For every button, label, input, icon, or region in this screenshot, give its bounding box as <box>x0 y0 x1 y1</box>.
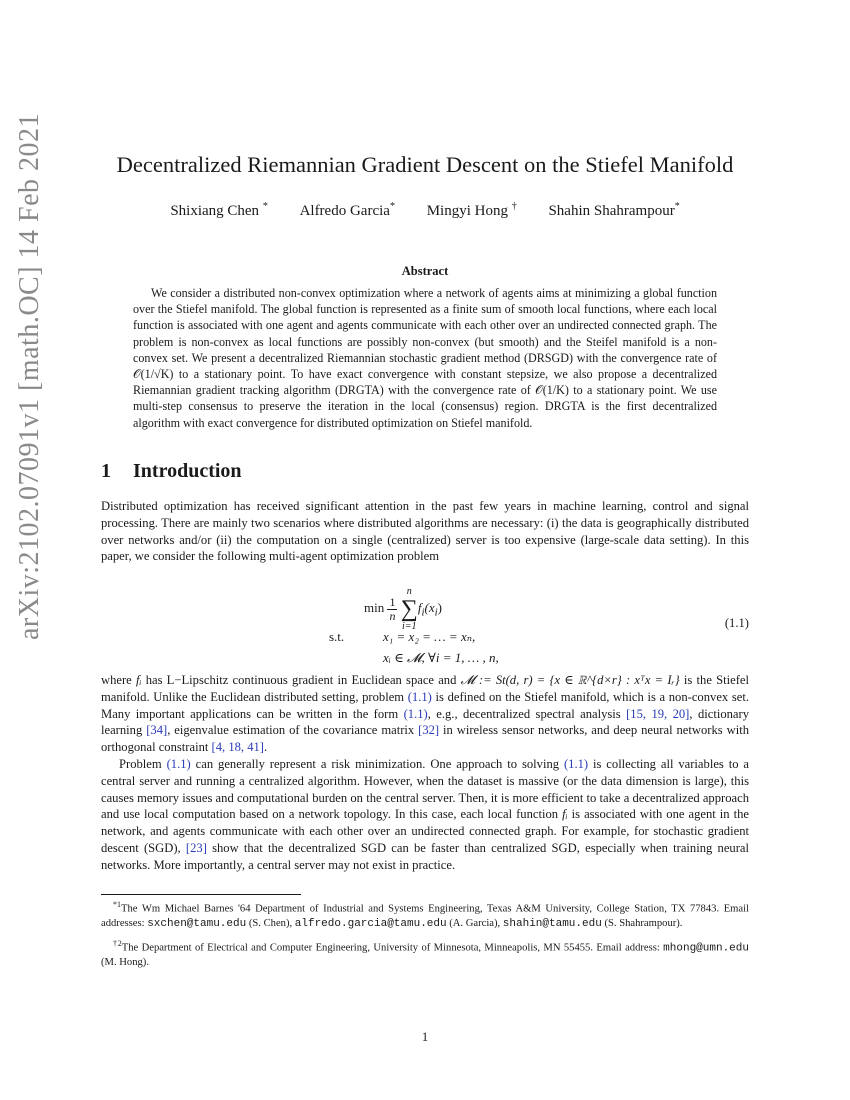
abstract-rate-drsgd: 𝒪(1/√K) <box>133 367 174 382</box>
citation-link[interactable]: [32] <box>418 723 440 738</box>
author-affiliation-mark: * <box>674 201 680 212</box>
email-link[interactable]: sxchen@tamu.edu <box>147 917 247 930</box>
math-stiefel-definition: 𝓜 := St(d, r) = {x ∈ ℝ^{d×r} : xᵀx = Iᵣ} <box>460 673 680 687</box>
intro-paragraph-2 <box>101 672 749 756</box>
author-affiliation-mark: * <box>389 201 395 212</box>
text: has L−Lipschitz continuous gradient in Euclidean space and <box>141 673 461 687</box>
email-link[interactable]: alfredo.garcia@tamu.edu <box>294 917 447 930</box>
abstract-heading: Abstract <box>401 264 449 278</box>
footnote-divider <box>101 894 301 895</box>
author-name: Alfredo Garcia <box>299 203 390 219</box>
subject-to: s.t. <box>329 629 345 644</box>
fraction <box>387 596 397 623</box>
objective-subscript: i <box>421 606 425 619</box>
fraction-numerator: 1 <box>389 594 396 609</box>
consensus-constraint: x₁ = x₂ = … = xₙ, <box>383 629 476 644</box>
manifold-constraint: xᵢ ∈ 𝓜, ∀i = 1, … , n, <box>383 650 499 665</box>
text: . <box>264 740 268 755</box>
equation-constraint-2 <box>383 650 499 666</box>
text: Problem <box>119 757 167 771</box>
page-number: 1 <box>421 1030 429 1044</box>
author-name: Shixiang Chen <box>170 203 260 219</box>
text: is associated with one agent in the network, and agents communicate with each other over an undirected connected graph. For example, for stochastic gradient descent (SGD), <box>101 807 749 855</box>
intro-paragraph-3 <box>101 756 749 874</box>
objective-argument: (x <box>424 599 435 615</box>
footnote-text: (M. Hong). <box>101 956 149 968</box>
email-link[interactable]: mhong@umn.edu <box>663 942 749 955</box>
text: , e.g., decentralized spectral analysis <box>427 706 627 721</box>
author-affiliation-mark: † <box>511 201 517 212</box>
abstract-text: to a stationary point. We use multi-step consensus to preserve the iteration in the local (consensus) region. DRGTA is the first decentralized algorithm with exact convergence for distributed optimization on Stiefel manifold. <box>133 383 717 430</box>
fraction-denominator: n <box>389 608 396 623</box>
sum-upper: n <box>406 586 412 597</box>
equation-reference-link[interactable]: (1.1) <box>407 689 432 704</box>
footnote-mark: *1 <box>113 900 121 909</box>
arxiv-identifier-stamp: arXiv:2102.07091v1 [math.OC] 14 Feb 2021 <box>14 112 45 640</box>
author-name: Shahin Shahrampour <box>548 203 675 219</box>
math-f-i: fᵢ <box>562 807 568 822</box>
footnote-2 <box>101 937 749 970</box>
text: show that the decentralized SGD can be faster than centralized SGD, especially when training neural networks. More importantly, a central server may not exist in practice. <box>101 840 749 872</box>
text: is collecting all variables to a central server and running a centralized algorithm. However, when the dataset is massive (or the data dimension is large), this causes memory issues and computational burden on the central server. Then, it is more efficient to take a decentralized approach and use local computation based on a network topology. In this case, each local function <box>101 757 749 822</box>
equation-reference-link[interactable]: (1.1) <box>563 757 589 771</box>
text: can generally represent a risk minimization. One approach to solving <box>190 757 564 771</box>
citation-link[interactable]: [23] <box>185 840 207 855</box>
footnote-1 <box>101 898 749 931</box>
equation-reference-link[interactable]: (1.1) <box>403 706 428 721</box>
footnote-text: (S. Shahrampour). <box>601 917 683 929</box>
author-garcia <box>300 197 395 221</box>
citation-link[interactable]: [34] <box>146 723 168 738</box>
objective-argument-close: ) <box>437 599 442 615</box>
objective-function: f <box>417 599 422 615</box>
equation-constraint-1 <box>329 629 475 645</box>
text: is the Stiefel manifold. Unlike the Euclidean distributed setting, problem <box>101 673 749 704</box>
summation <box>401 586 418 632</box>
author-shahrampour <box>548 197 679 221</box>
text: , eigenvalue estimation of the covariance matrix <box>167 723 419 738</box>
text: in wireless sensor networks, and deep neural networks with orthogonal constraint <box>101 723 749 755</box>
footnote-text: The Wm Michael Barnes '64 Department of Industrial and Systems Engineering, Texas A&M University, College Station, TX 77843. Email addresses: <box>101 903 749 929</box>
author-chen <box>170 197 268 221</box>
math-f-i: fᵢ <box>135 673 142 687</box>
intro-paragraph-1: Distributed optimization has received significant attention in the past few years in machine learning, control and signal processing. There are mainly two scenarios where distributed algorithms are necessary: (i) the data is geographically distributed over networks and/or (ii) the computation on a single (centralized) server is too expensive (large-scale data setting). In this paper, we consider the following multi-agent optimization problem <box>101 499 749 564</box>
section-number: 1 <box>101 460 111 482</box>
paper-title: Decentralized Riemannian Gradient Descent on the Stiefel Manifold <box>116 152 734 177</box>
footnote-text: (A. Garcia), <box>446 917 503 929</box>
text: is defined on the Stiefel manifold, which is a non-convex set. Many important applications can be written in the form <box>101 689 749 721</box>
section-heading <box>101 460 242 483</box>
abstract-text: to a stationary point. To have exact convergence with constant stepsize, we also propose a decentralized Riemannian gradient tracking algorithm (DRGTA) with the convergence rate of <box>133 367 717 398</box>
text: where <box>101 673 136 687</box>
section-title: Introduction <box>133 460 242 482</box>
author-list <box>90 197 760 221</box>
abstract-body <box>133 285 717 431</box>
email-link[interactable]: shahin@tamu.edu <box>502 917 602 930</box>
footnote-text: The Department of Electrical and Computer Engineering, University of Minnesota, Minneapolis, MN 55455. Email address: <box>121 942 664 954</box>
author-hong <box>427 197 517 221</box>
sigma-symbol: ∑ <box>400 596 418 622</box>
argument-subscript: i <box>434 606 438 619</box>
abstract-text: We consider a distributed non-convex optimization where a network of agents aims at minimizing a global function over the Stiefel manifold. The global function is represented as a finite sum of smooth local functions, where each local function is associated with one agent and agents communicate with each other over an undirected connected graph. The problem is non-convex as local functions are possibly non-convex (but smooth) and the Steifel manifold is a non-convex set. We present a decentralized Riemannian stochastic gradient method (DRSGD) with the convergence rate of <box>133 286 717 365</box>
equation-reference-link[interactable]: (1.1) <box>166 757 191 771</box>
equation-1-1 <box>101 586 749 664</box>
abstract-rate-drgta: 𝒪(1/K) <box>535 383 569 398</box>
equation-number: (1.1) <box>724 616 749 630</box>
author-name: Mingyi Hong <box>426 203 508 219</box>
citation-link[interactable]: [4, 18, 41] <box>211 740 264 755</box>
footnote-text: (S. Chen), <box>246 917 295 929</box>
sum-lower: i=1 <box>402 621 417 632</box>
min-operator: min <box>364 599 385 615</box>
footnote-mark: †2 <box>113 939 122 948</box>
equation-objective <box>364 586 442 632</box>
author-affiliation-mark: * <box>262 201 268 212</box>
text: , dictionary learning <box>101 706 750 738</box>
citation-link[interactable]: [15, 19, 20] <box>626 706 690 721</box>
